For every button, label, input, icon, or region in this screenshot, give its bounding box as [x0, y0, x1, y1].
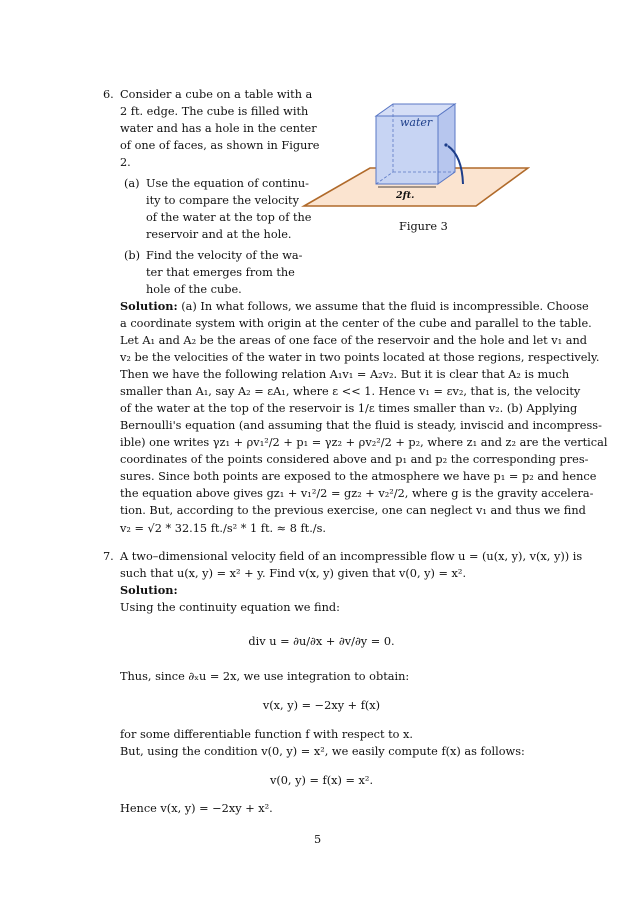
part-a-line-4: reservoir and at the hole. — [146, 228, 292, 241]
problem-6-intro-line-4: of one of faces, as shown in Figure — [120, 139, 320, 152]
solution-6-line-14: v₂ = √2 * 32.15 ft./s² * 1 ft. ≈ 8 ft./s. — [120, 522, 327, 535]
solution-6-line-3: Let A₁ and A₂ be the areas of one face of the reservoir and the hole and let v₁ and — [120, 334, 588, 347]
thus-line: Thus, since ∂ₓu = 2x, we use integration to obtain: — [120, 670, 410, 683]
problem-6-intro-line-2: 2 ft. edge. The cube is filled with — [120, 105, 309, 118]
water-label: water — [400, 116, 433, 129]
cube-figure — [300, 96, 530, 208]
solution-6-label: Solution: — [120, 299, 178, 313]
solution-6-line-6: smaller than A₁, say A₂ = εA₁, where ε << 1. Hence v₁ = εv₂, that is, the velocity — [120, 385, 581, 398]
but-line: But, using the condition v(0, y) = x², we easily compute f(x) as follows: — [120, 745, 525, 758]
solution-6-line-10: coordinates of the points considered above and p₁ and p₂ the corresponding pres- — [120, 453, 589, 466]
part-a-line-1: Use the equation of continu- — [146, 177, 309, 190]
problem-6-intro-line-3: water and has a hole in the center — [120, 122, 317, 135]
problem-6-intro-line-1: Consider a cube on a table with a — [120, 88, 313, 101]
equation-divergence: div u = ∂u/∂x + ∂v/∂y = 0. — [248, 635, 395, 648]
edge-label: 2ft. — [396, 190, 415, 201]
solution-6-line-1-text: (a) In what follows, we assume that the fluid is incompressible. Choose — [177, 300, 589, 313]
solution-6-line-4: v₂ be the velocities of the water in two points located at those regions, respectively. — [120, 351, 600, 364]
part-a-line-3: of the water at the top of the — [146, 211, 312, 224]
problem-7-intro-line-1: A two–dimensional velocity field of an incompressible flow u = (u(x, y), v(x, y)) is — [120, 550, 583, 563]
solution-6-line-1 — [120, 298, 589, 315]
part-b-line-1: Find the velocity of the wa- — [146, 249, 303, 262]
part-a-label: (a) — [124, 177, 140, 190]
part-b-line-3: hole of the cube. — [146, 283, 242, 296]
solution-6-line-2: a coordinate system with origin at the center of the cube and parallel to the table. — [120, 317, 592, 330]
for-line: for some differentiable function f with respect to x. — [120, 728, 413, 741]
part-b-label: (b) — [124, 249, 141, 262]
hence-line: Hence v(x, y) = −2xy + x². — [120, 802, 273, 815]
continuity-line: Using the continuity equation we find: — [120, 601, 340, 614]
problem-7-intro-line-2: such that u(x, y) = x² + y. Find v(x, y) given that v(0, y) = x². — [120, 567, 467, 580]
page-number: 5 — [314, 833, 322, 846]
solution-6-line-13: tion. But, according to the previous exercise, one can neglect v₁ and thus we find — [120, 504, 586, 517]
figure-caption: Figure 3 — [399, 220, 448, 233]
solution-6-line-11: sures. Since both points are exposed to the atmosphere we have p₁ = p₂ and hence — [120, 470, 597, 483]
solution-6-line-5: Then we have the following relation A₁v₁ = A₂v₂. But it is clear that A₂ is much — [120, 368, 570, 381]
problem-6-intro-line-5: 2. — [120, 156, 131, 169]
equation-v-general: v(x, y) = −2xy + f(x) — [262, 699, 381, 712]
solution-6-line-12: the equation above gives gz₁ + v₁²/2 = gz₂ + v₂²/2, where g is the gravity accelera- — [120, 487, 594, 500]
solution-6-line-7: of the water at the top of the reservoir is 1/ε times smaller than v₂. (b) Applying — [120, 402, 578, 415]
problem-7-number: 7. — [103, 550, 114, 563]
problem-6-number: 6. — [103, 88, 114, 101]
part-a-line-2: ity to compare the velocity — [146, 194, 299, 207]
part-b-line-2: ter that emerges from the — [146, 266, 295, 279]
solution-6-line-9: ible) one writes γz₁ + ρv₁²/2 + p₁ = γz₂ + ρv₂²/2 + p₂, where z₁ and z₂ are the vertical — [120, 436, 608, 449]
solution-6-line-8: Bernoulli's equation (and assuming that the fluid is steady, inviscid and incompress- — [120, 419, 602, 432]
hole-marker — [444, 143, 447, 146]
equation-v-condition: v(0, y) = f(x) = x². — [269, 774, 374, 787]
solution-7-label: Solution: — [120, 583, 178, 597]
